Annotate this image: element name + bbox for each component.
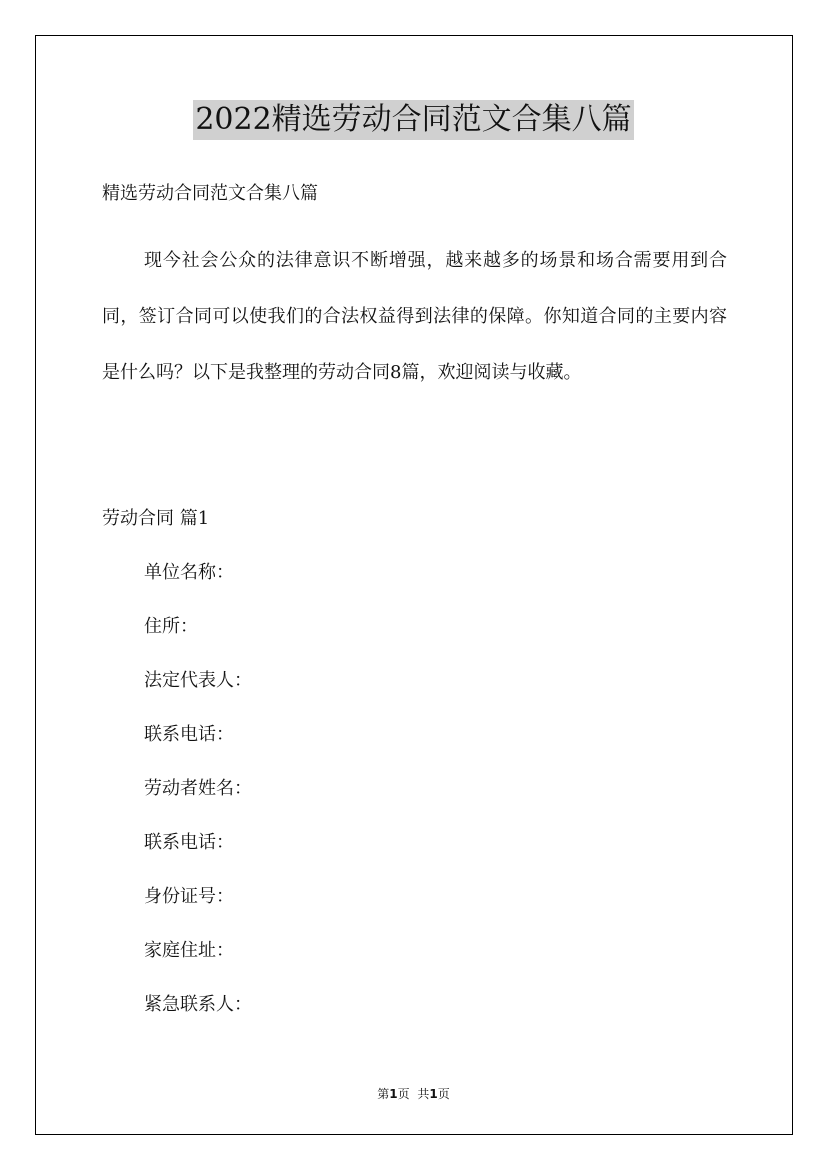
- document-title: 2022精选劳动合同范文合集八篇: [193, 100, 633, 140]
- page-footer: [0, 1085, 827, 1102]
- footer-total-pages: 1: [429, 1087, 438, 1101]
- footer-page-prefix: 第: [377, 1087, 390, 1101]
- footer-total-suffix: 页: [437, 1087, 450, 1101]
- section-heading: 劳动合同 篇1: [102, 508, 210, 529]
- intro-paragraph: 现今社会公众的法律意识不断增强，越来越多的场景和场合需要用到合同，签订合同可以使我们的合法权益得到法律的保障。你知道合同的主要内容是什么吗？以下是我整理的劳动合同8篇，欢迎阅读与收藏。: [102, 250, 727, 383]
- field-legal-representative: 法定代表人：: [144, 670, 252, 691]
- field-employer-phone: 联系电话：: [144, 724, 234, 745]
- footer-page-suffix: 页: [397, 1087, 410, 1101]
- footer-total-prefix: 共: [417, 1087, 430, 1101]
- field-home-address: 家庭住址：: [144, 940, 234, 961]
- document-subtitle: 精选劳动合同范文合集八篇: [102, 183, 318, 204]
- field-emergency-contact: 紧急联系人：: [144, 994, 252, 1015]
- field-id-number: 身份证号：: [144, 886, 234, 907]
- footer-page-number: 1: [389, 1087, 398, 1101]
- field-address: 住所：: [144, 616, 198, 637]
- field-employee-name: 劳动者姓名：: [144, 778, 252, 799]
- field-employee-phone: 联系电话：: [144, 832, 234, 853]
- title-container: [0, 100, 827, 140]
- field-employer-name: 单位名称：: [144, 562, 234, 583]
